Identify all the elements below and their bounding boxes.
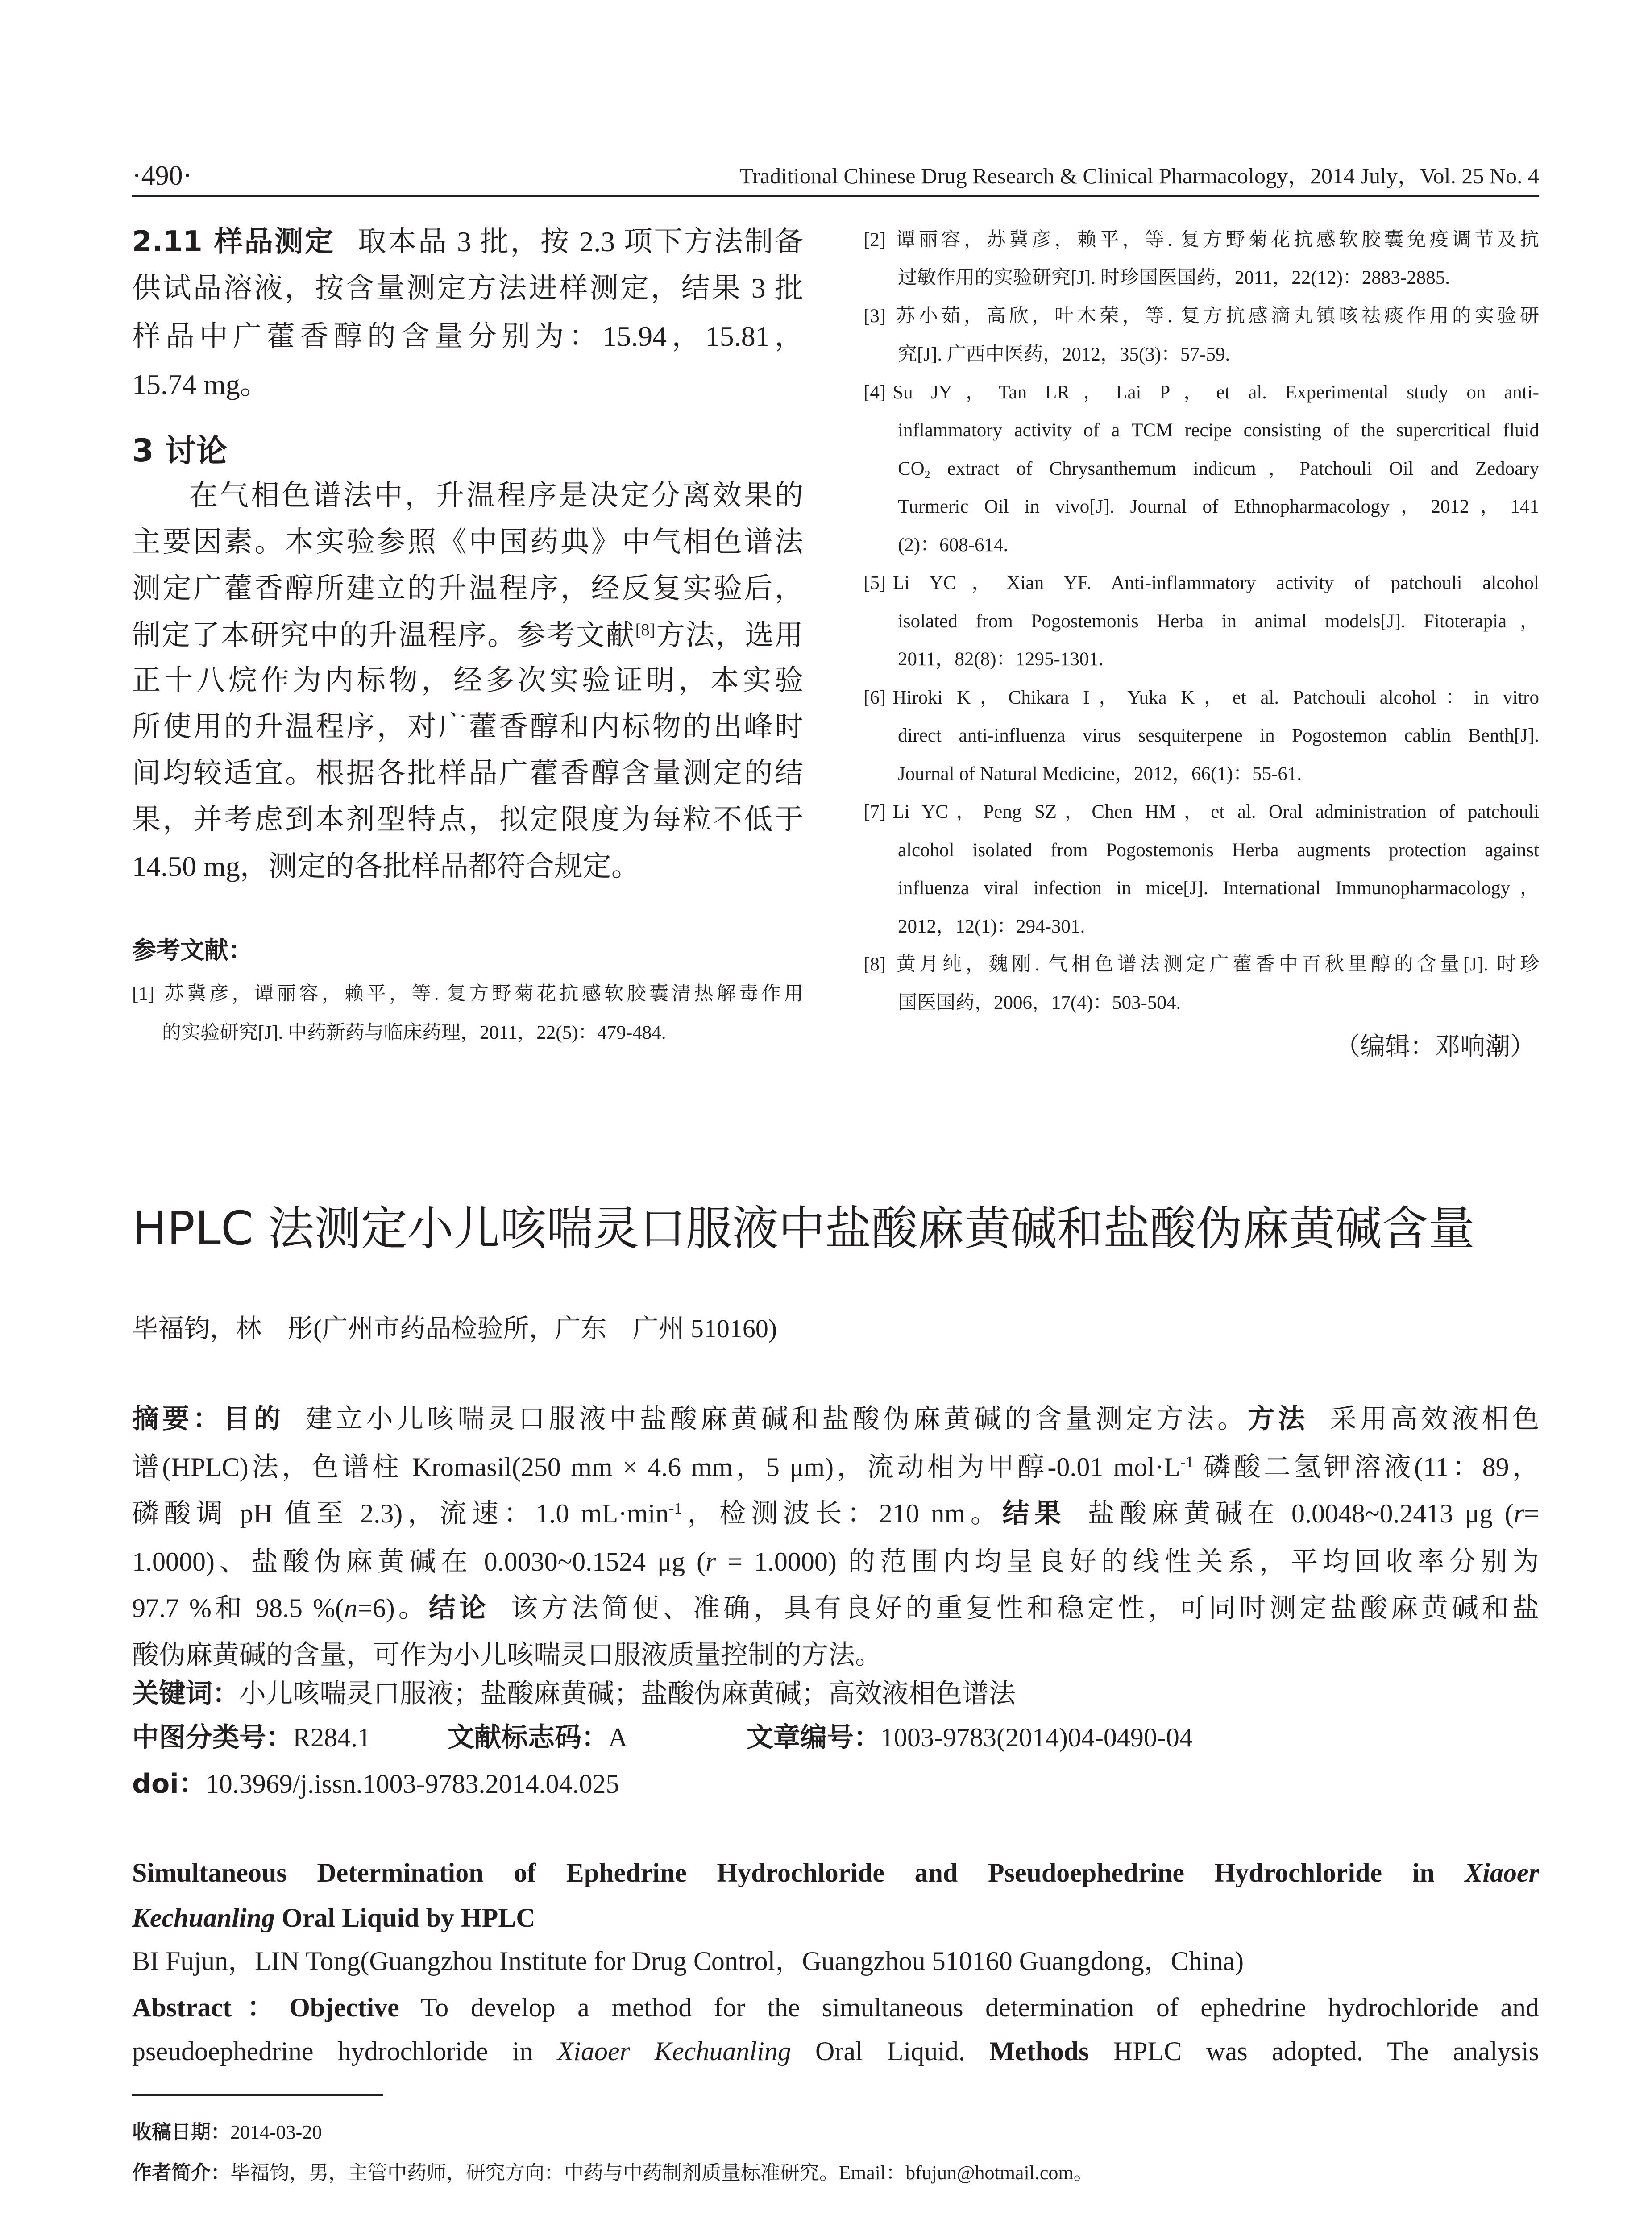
- reference-text: CO: [898, 458, 925, 479]
- abstract-text: 谱(HPLC)法，色谱柱 Kromasil(250 mm × 4.6 mm，5 μm)，流动相为甲醇-0.01 mol·L: [132, 1452, 1180, 1482]
- received-label: 收稿日期：: [132, 2121, 230, 2144]
- abstract-text: 该方法简便、准确，具有良好的重复性和稳定性，可同时测定盐酸麻黄碱和盐: [511, 1593, 1539, 1623]
- reference-line: (2)：608-614.: [898, 535, 1009, 556]
- english-title-italic: Kechuanling: [132, 1903, 275, 1932]
- doi-label: doi：: [132, 1768, 206, 1800]
- clc-value: R284.1: [293, 1723, 371, 1752]
- reference-line: Journal of Natural Medicine，2012，66(1)：55-61.: [898, 763, 1302, 784]
- english-abstract-text: Oral Liquid.: [791, 2036, 990, 2066]
- abstract-label: 摘要：目的: [132, 1403, 284, 1435]
- discussion-text: 制定了本研究中的升温程序。参考文献: [132, 619, 635, 651]
- section-heading: 2.11 样品测定: [132, 225, 335, 258]
- reference-text: 苏小茹，高欣，叶木荣，等. 复方抗感滴丸镇咳祛痰作用的实验研: [892, 306, 1539, 327]
- subscript: 2: [924, 468, 930, 481]
- running-header: Traditional Chinese Drug Research & Clinical Pharmacology，2014 July，Vol. 25 No. 4: [739, 163, 1539, 188]
- keywords-value: 小儿咳喘灵口服液；盐酸麻黄碱；盐酸伪麻黄碱；高效液相色谱法: [239, 1679, 1016, 1708]
- abstract-line: 酸伪麻黄碱的含量，可作为小儿咳喘灵口服液质量控制的方法。: [132, 1640, 882, 1670]
- abstract-text: =6)。: [357, 1593, 429, 1623]
- abstract-text: 97.7 %和 98.5 %(: [132, 1593, 344, 1623]
- abstract-text: 1.0000)、盐酸伪麻黄碱在 0.0030~0.1524 μg (: [132, 1547, 706, 1576]
- english-abstract-italic: Xiaoer Kechuanling: [557, 2036, 791, 2066]
- discussion-line: 14.50 mg，测定的各批样品都符合规定。: [132, 850, 640, 882]
- abstract-line: [132, 1542, 1539, 1582]
- page-number: ·490·: [132, 161, 192, 191]
- variable: n: [344, 1593, 357, 1623]
- reference-line: [863, 568, 1539, 599]
- english-abstract-text: HPLC was adopted. The analysis: [1089, 2036, 1539, 2066]
- clc-label: 中图分类号：: [132, 1722, 293, 1753]
- english-abstract-label: Abstract：Objective: [132, 1993, 399, 2022]
- reference-line: 的实验研究[J]. 中药新药与临床药理，2011，22(5)：479-484.: [162, 1022, 666, 1043]
- english-methods-label: Methods: [989, 2036, 1089, 2066]
- reference-text: Hiroki K，Chikara I，Yuka K，et al. Patchouli alcohol：in vitro: [892, 687, 1539, 708]
- reference-line: 2012，12(1)：294-301.: [898, 916, 1085, 937]
- english-title-text: Oral Liquid by HPLC: [275, 1903, 535, 1932]
- reference-line: [863, 796, 1539, 828]
- doi-value: 10.3969/j.issn.1003-9783.2014.04.025: [205, 1769, 619, 1799]
- reference-line: 国医国药，2006，17(4)：503-504.: [898, 992, 1181, 1013]
- author-bio-label: 作者简介：: [132, 2161, 230, 2184]
- discussion-line: 间均较适宜。根据各批样品广藿香醇含量测定的结: [132, 757, 803, 789]
- english-title-italic: Xiaoer: [1465, 1858, 1539, 1887]
- abstract-line: [132, 1588, 1539, 1628]
- abstract-text: 磷酸二氢钾溶液(11：89，: [1193, 1452, 1539, 1482]
- reference-text: 黄月纯，魏刚. 气相色谱法测定广藿香中百秋里醇的含量[J]. 时珍: [892, 954, 1539, 975]
- variable: r: [1513, 1499, 1524, 1528]
- reference-number: [7]: [863, 801, 886, 822]
- author-bio-value: 毕福钧，男，主管中药师，研究方向：中药与中药制剂质量标准研究。Email：bfujun@hotmail.com。: [230, 2162, 1093, 2184]
- article-title: HPLC 法测定小儿咳喘灵口服液中盐酸麻黄碱和盐酸伪麻黄碱含量: [132, 1201, 1475, 1256]
- reference-line: alcohol isolated from Pogostemonis Herba augments protection against: [898, 840, 1539, 861]
- abstract-text: 磷酸调 pH 值至 2.3)，流速：1.0 mL·min: [132, 1499, 669, 1528]
- reference-line: [863, 224, 1539, 256]
- abstract-text: = 1.0000) 的范围内均呈良好的线性关系，平均回收率分别为: [716, 1547, 1539, 1576]
- abstract-line: [132, 1493, 1539, 1534]
- discussion-line: 测定广藿香醇所建立的升温程序，经反复实验后，: [132, 572, 803, 604]
- reference-line: direct anti-influenza virus sesquiterpene in Pogostemon cablin Benth[J].: [898, 725, 1539, 746]
- discussion-line: 主要因素。本实验参照《中国药典》中气相色谱法: [132, 526, 803, 558]
- reference-text: 苏冀彦，谭丽容，赖平，等. 复方野菊花抗感软胶囊清热解毒作用: [161, 983, 803, 1004]
- footnote-rule: [132, 2094, 383, 2096]
- superscript: -1: [668, 1499, 682, 1518]
- references-heading: 参考文献：: [132, 936, 253, 964]
- reference-line: isolated from Pogostemonis Herba in animal models[J]. Fitoterapia，: [898, 611, 1539, 632]
- superscript: -1: [1180, 1453, 1194, 1471]
- reference-text: Li YC，Xian YF. Anti-inflammatory activity of patchouli alcohol: [892, 572, 1539, 593]
- reference-text: 谭丽容，苏冀彦，赖平，等. 复方野菊花抗感软胶囊免疫调节及抗: [892, 229, 1539, 250]
- discussion-text: 方法，选用: [655, 619, 803, 651]
- reference-line: [898, 453, 1539, 485]
- discussion-line: 果，并考虑到本剂型特点，拟定限度为每粒不低于: [132, 804, 803, 835]
- keywords-label: 关键词：: [132, 1678, 239, 1709]
- english-authors: BI Fujun，LIN Tong(Guangzhou Institute for Drug Control，Guangzhou 510160 Guangdong，China): [132, 1946, 1244, 1976]
- reference-number: [3]: [863, 306, 886, 327]
- discussion-heading: 3 讨论: [132, 432, 228, 469]
- article-authors: 毕福钧，林 彤(广州市药品检验所，广东 广州 510160): [132, 1314, 777, 1343]
- article-number-value: 1003-9783(2014)04-0490-04: [880, 1723, 1193, 1752]
- editor-note: （编辑：邓响潮）: [1335, 1033, 1535, 1061]
- citation-marker: [8]: [635, 620, 656, 639]
- abstract-line: [132, 1447, 1539, 1487]
- reference-number: [5]: [863, 572, 886, 593]
- discussion-line: 所使用的升温程序，对广藿香醇和内标物的出峰时: [132, 711, 803, 742]
- reference-text: Su JY，Tan LR，Lai P，et al. Experimental study on anti-: [892, 382, 1539, 403]
- reference-line: [132, 979, 803, 1010]
- reference-number: [8]: [863, 954, 886, 975]
- english-abstract-line: [132, 1987, 1539, 2028]
- sample-test-text: 取本品 3 批，按 2.3 项下方法制备: [357, 226, 803, 257]
- english-title-line: [132, 1898, 1539, 1938]
- methods-label: 方法: [1248, 1403, 1309, 1435]
- article-number-label: 文章编号：: [747, 1722, 880, 1753]
- reference-number: [6]: [863, 687, 886, 708]
- abstract-text: =: [1524, 1499, 1539, 1528]
- document-code-value: A: [608, 1723, 628, 1752]
- english-abstract-text: pseudoephedrine hydrochloride in: [132, 2036, 557, 2066]
- discussion-line: [132, 615, 803, 655]
- sample-test-line: 15.74 mg。: [132, 369, 269, 400]
- document-code: [448, 1717, 742, 1758]
- reference-line: [863, 949, 1539, 980]
- reference-line: influenza viral infection in mice[J]. International Immunopharmacology，: [898, 878, 1539, 899]
- reference-line: 2011，82(8)：1295-1301.: [898, 649, 1104, 670]
- variable: r: [706, 1547, 716, 1576]
- sample-test-line: [132, 222, 803, 262]
- abstract-line: [132, 1399, 1539, 1439]
- reference-text: extract of Chrysanthemum indicum，Patchouli Oil and Zedoary: [930, 458, 1539, 479]
- received-date: [132, 2117, 1539, 2148]
- abstract-text: 盐酸麻黄碱在 0.0048~0.2413 μg (: [1087, 1499, 1514, 1528]
- reference-line: inflammatory activity of a TCM recipe consisting of the supercritical fluid: [898, 420, 1539, 441]
- discussion-line: 在气相色谱法中，升温程序是决定分离效果的: [189, 480, 803, 511]
- header-rule: [132, 195, 1539, 197]
- reference-number: [2]: [863, 229, 886, 250]
- reference-line: [863, 301, 1539, 332]
- doi-line: [132, 1764, 1539, 1804]
- reference-text: Li YC，Peng SZ，Chen HM，et al. Oral administration of patchouli: [892, 801, 1539, 822]
- reference-line: Turmeric Oil in vivo[J]. Journal of Ethnopharmacology，2012，141: [898, 496, 1539, 517]
- reference-line: 究[J]. 广西中医药，2012，35(3)：57-59.: [898, 344, 1230, 365]
- english-abstract-line: [132, 2031, 1539, 2071]
- abstract-text: 建立小儿咳喘灵口服液中盐酸麻黄碱和盐酸伪麻黄碱的含量测定方法。: [305, 1404, 1248, 1434]
- reference-line: [863, 377, 1539, 408]
- abstract-text: 采用高效液相色: [1330, 1404, 1539, 1434]
- english-abstract-text: To develop a method for the simultaneous determination of ephedrine hydrochloride and: [420, 1993, 1539, 2022]
- discussion-line: 正十八烷作为内标物，经多次实验证明，本实验: [132, 664, 803, 696]
- received-value: 2014-03-20: [230, 2121, 322, 2143]
- article-number: [747, 1717, 1539, 1758]
- sample-test-line: 供试品溶液，按含量测定方法进样测定，结果 3 批: [132, 272, 803, 304]
- clc-number: [132, 1717, 444, 1758]
- reference-line: 过敏作用的实验研究[J]. 时珍国医国药，2011，22(12)：2883-2885.: [898, 267, 1450, 288]
- author-bio: [132, 2157, 1539, 2189]
- reference-number: [4]: [863, 382, 886, 403]
- english-title-text: Simultaneous Determination of Ephedrine Hydrochloride and Pseudoephedrine Hydrochloride in: [132, 1858, 1465, 1887]
- document-code-label: 文献标志码：: [448, 1722, 608, 1753]
- keywords-line: [132, 1674, 1539, 1714]
- abstract-text: ，检测波长：210 nm。: [682, 1499, 1003, 1528]
- conclusion-label: 结论: [428, 1592, 490, 1624]
- sample-test-line: 样品中广藿香醇的含量分别为：15.94，15.81，: [132, 320, 803, 352]
- reference-line: [863, 682, 1539, 713]
- reference-number: [1]: [132, 983, 155, 1004]
- english-title-line: [132, 1853, 1539, 1893]
- results-label: 结果: [1002, 1498, 1067, 1529]
